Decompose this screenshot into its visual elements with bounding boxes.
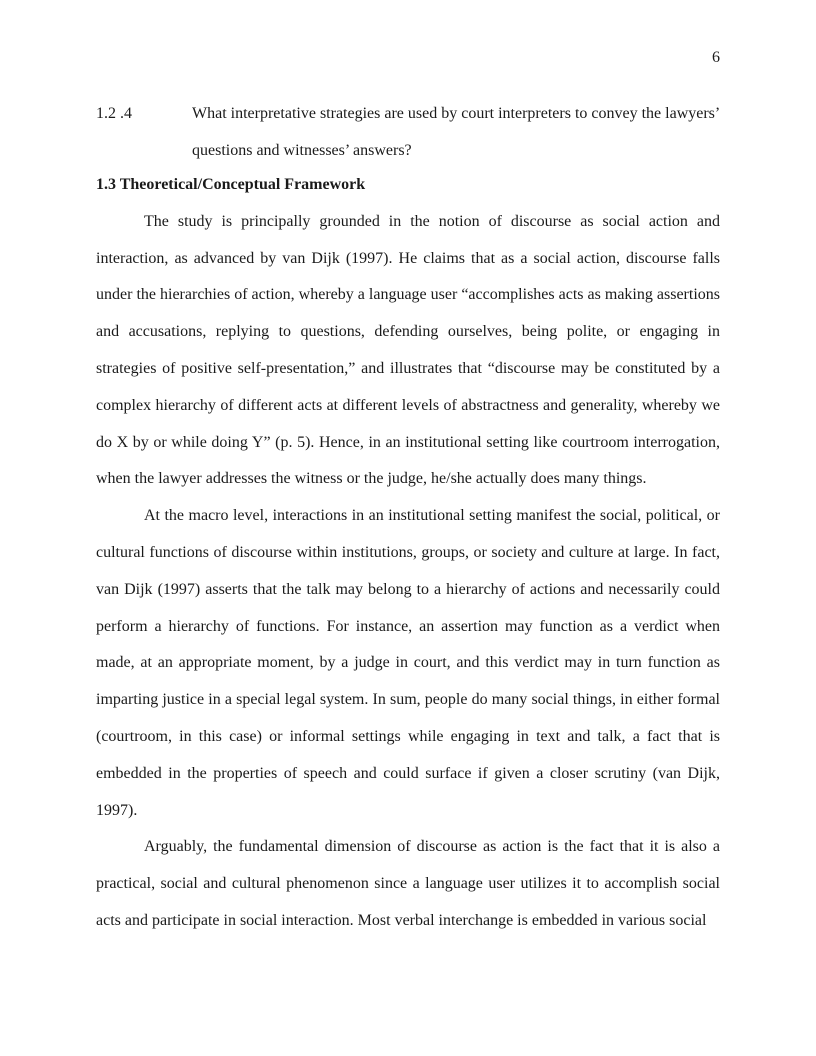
research-question-item — [96, 95, 724, 169]
research-question-text: What interpretative strategies are used by court interpreters to convey the lawyers’ questions and witnesses’ answers? — [192, 105, 720, 159]
research-question-number: 1.2 .4 — [96, 105, 132, 122]
paragraph-1: The study is principally grounded in the notion of discourse as social action and interaction, as advanced by van Dijk (1997). He claims that as a social action, discourse falls under the hierarchies of action, whereby a language user “accomplishes acts as making assertions and accusations, replying to questions, defending ourselves, being polite, or engaging in strategies of positive self-presentation,” and illustrates that “discourse may be constituted by a complex hierarchy of different acts at different levels of abstractness and generality, whereby we do X by or while doing Y” (p. 5). Hence, in an institutional setting like courtroom interrogation, when the lawyer addresses the witness or the judge, he/she actually does many things. — [96, 212, 720, 488]
paragraph-3: Arguably, the fundamental dimension of discourse as action is the fact that it is also a practical, social and cultural phenomenon since a language user utilizes it to accomplish social acts and participate in social interaction. Most verbal interchange is embedded in various social — [96, 838, 720, 929]
research-question — [96, 95, 724, 169]
page-number: 6 — [712, 49, 720, 66]
paragraph-2: At the macro level, interactions in an institutional setting manifest the social, political, or cultural functions of discourse within institutions, groups, or society and culture at large. In fact, van Dijk (1997) asserts that the talk may belong to a hierarchy of actions and necessarily could perform a hierarchy of functions. For instance, an assertion may function as a verdict when made, at an appropriate moment, by a judge in court, and this verdict may in turn function as imparting justice in a special legal system. In sum, people do many social things, in either formal (courtroom, in this case) or informal settings while engaging in text and talk, a fact that is embedded in the properties of speech and could surface if given a closer scrutiny (van Dijk, 1997). — [96, 507, 720, 819]
section-heading: 1.3 Theoretical/Conceptual Framework — [96, 176, 366, 193]
body-text — [96, 167, 720, 940]
